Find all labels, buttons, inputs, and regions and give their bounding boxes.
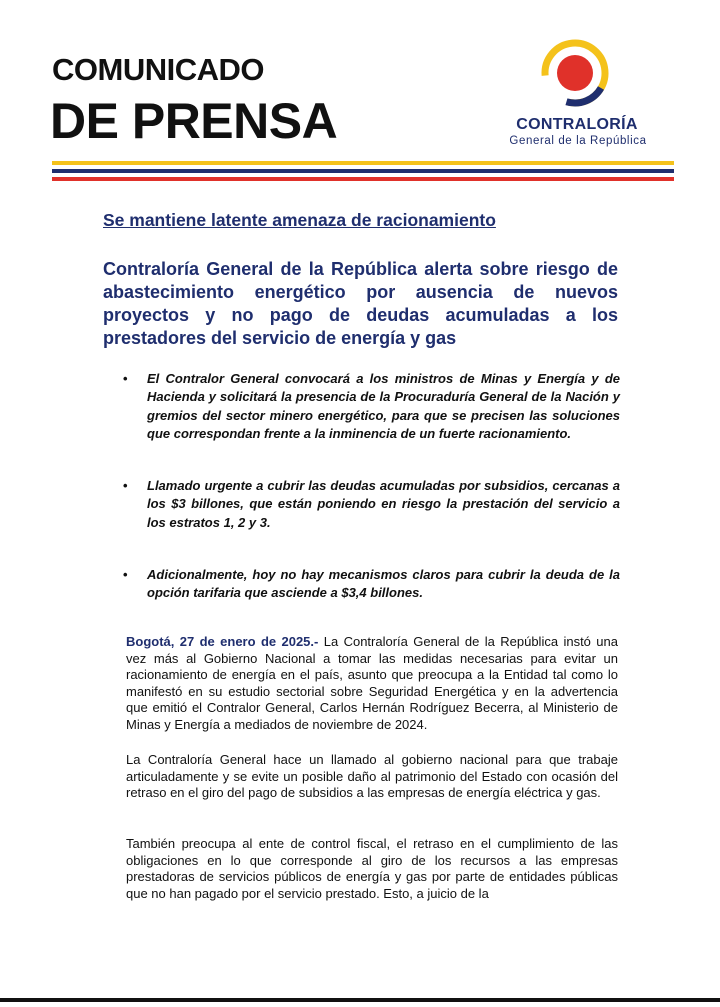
stripe-red — [52, 177, 674, 181]
header-title-comunicado: COMUNICADO — [52, 52, 264, 87]
flag-stripes-divider — [52, 161, 674, 185]
headline: Se mantiene latente amenaza de racionamiento — [103, 210, 496, 230]
logo-name: CONTRALORÍA — [516, 116, 638, 133]
body-paragraph-1 — [126, 634, 618, 734]
contraloria-logo-icon — [540, 38, 610, 108]
list-item — [120, 370, 620, 443]
paragraph-text: La Contraloría General de la República instó una vez más al Gobierno Nacional a tomar las medidas necesarias para evitar un racionamiento de energía en el país, asunto que preocupa a la Entidad tal como lo manifestó en su estudio sectorial sobre Seguridad Energética y en la advertencia que emitió el Contralor General, Carlos Hernán Rodríguez Becerra, al Ministerio de Minas y Energía a mediados de noviembre de 2024. — [126, 634, 618, 732]
bullet-icon: • — [123, 567, 128, 583]
list-item — [120, 566, 620, 603]
dateline: Bogotá, 27 de enero de 2025.- — [126, 634, 319, 649]
body-paragraph-3: También preocupa al ente de control fiscal, el retraso en el cumplimiento de las obligaciones en lo que corresponde al giro de los recursos a las empresas prestadoras de servicios públicos de energía y gas por parte de entidades públicas que no han pagado por el servicio prestado. Esto, a juicio de la — [126, 836, 618, 901]
key-points-list — [120, 370, 620, 603]
header-title-de-prensa: DE PRENSA — [50, 93, 338, 149]
subheadline: Contraloría General de la República alerta sobre riesgo de abastecimiento energético por ausencia de nuevos proyectos y no pago de deudas acumuladas a los prestadores del servicio de energía y gas — [103, 259, 618, 348]
bullet-text: Adicionalmente, hoy no hay mecanismos claros para cubrir la deuda de la opción tarifaria que asciende a $3,4 billones. — [147, 567, 620, 601]
bullet-icon: • — [123, 478, 128, 494]
bottom-border — [0, 998, 720, 1002]
stripe-blue — [52, 169, 674, 173]
logo-subtitle: General de la República — [509, 135, 647, 147]
bullet-text: El Contralor General convocará a los ministros de Minas y Energía y de Hacienda y solicitará la presencia de la Procuraduría General de la Nación y gremios del sector minero energético, para que se precisen las soluciones que correspondan frente a la inminencia de un fuerte racionamiento. — [147, 371, 620, 441]
bullet-text: Llamado urgente a cubrir las deudas acumuladas por subsidios, cercanas a los $3 billones, que están poniendo en riesgo la prestación del servicio a los estratos 1, 2 y 3. — [147, 478, 620, 530]
list-item — [120, 477, 620, 532]
body-paragraph-2: La Contraloría General hace un llamado al gobierno nacional para que trabaje articuladamente y se evite un posible daño al patrimonio del Estado con ocasión del retraso en el giro del pago de subsidios a las empresas de energía eléctrica y gas. — [126, 752, 618, 801]
stripe-yellow — [52, 161, 674, 165]
bullet-icon: • — [123, 371, 128, 386]
